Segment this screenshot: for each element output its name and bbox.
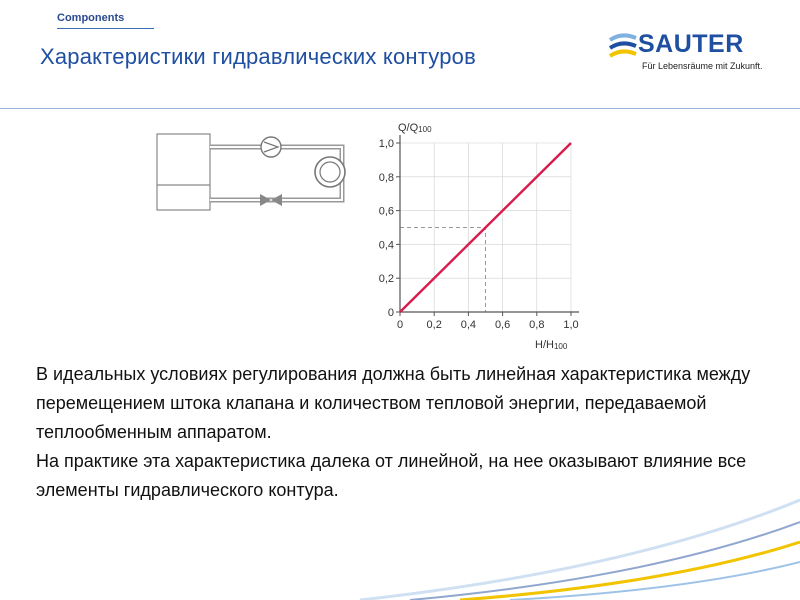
- slide-title: Характеристики гидравлических контуров: [40, 44, 476, 69]
- header-divider: [0, 108, 800, 109]
- x-axis-label: [535, 339, 568, 351]
- x-tick-label: 1,0: [563, 319, 579, 331]
- x-axis-label-main: H/H: [535, 339, 554, 351]
- pump-icon: [261, 137, 281, 157]
- valve-icon: [260, 194, 282, 206]
- series-line: [400, 143, 571, 312]
- y-tick-label: 0,8: [378, 171, 394, 184]
- section-underline: [57, 28, 154, 29]
- y-axis-label-sub: 100: [418, 125, 432, 134]
- consumer-coil-icon: [315, 157, 345, 187]
- x-tick-label: 0: [396, 319, 404, 331]
- x-tick-label: 0,4: [460, 319, 477, 331]
- logo-brand: SAUTER: [638, 30, 744, 58]
- logo-waves-icon: [608, 30, 640, 64]
- y-tick-label: 0,6: [378, 205, 394, 218]
- y-tick-label: 1,0: [378, 138, 394, 150]
- heat-exchanger: [157, 134, 210, 210]
- sauter-logo: [608, 30, 768, 76]
- logo-tagline: Für Lebensräume mit Zukunft.: [642, 61, 763, 71]
- x-axis-label-sub: 100: [553, 342, 568, 351]
- y-axis-label: [398, 122, 432, 134]
- hydraulic-circuit-diagram: [150, 128, 350, 218]
- decorative-swoosh: [300, 460, 800, 600]
- section-label: Components: [57, 12, 125, 24]
- x-tick-label: 0,6: [494, 319, 511, 331]
- body-paragraph-2: На практике эта характеристика далека от линейной, на нее оказывают влияние все элементы гидравлического контура.: [36, 451, 747, 500]
- y-axis-label-main: Q/Q: [398, 122, 419, 134]
- x-tick-label: 0,8: [529, 319, 545, 331]
- x-tick-label: 0,2: [426, 319, 442, 331]
- y-tick-label: 0,2: [378, 273, 394, 286]
- y-tick-label: 0: [387, 307, 394, 319]
- y-tick-label: 0,4: [378, 239, 394, 252]
- flow-characteristic-chart: [360, 112, 590, 352]
- body-paragraph-1: В идеальных условиях регулирования должна быть линейная характеристика между перемещением штока клапана и количеством тепловой энергии, передаваемой теплообменным аппаратом.: [36, 364, 751, 442]
